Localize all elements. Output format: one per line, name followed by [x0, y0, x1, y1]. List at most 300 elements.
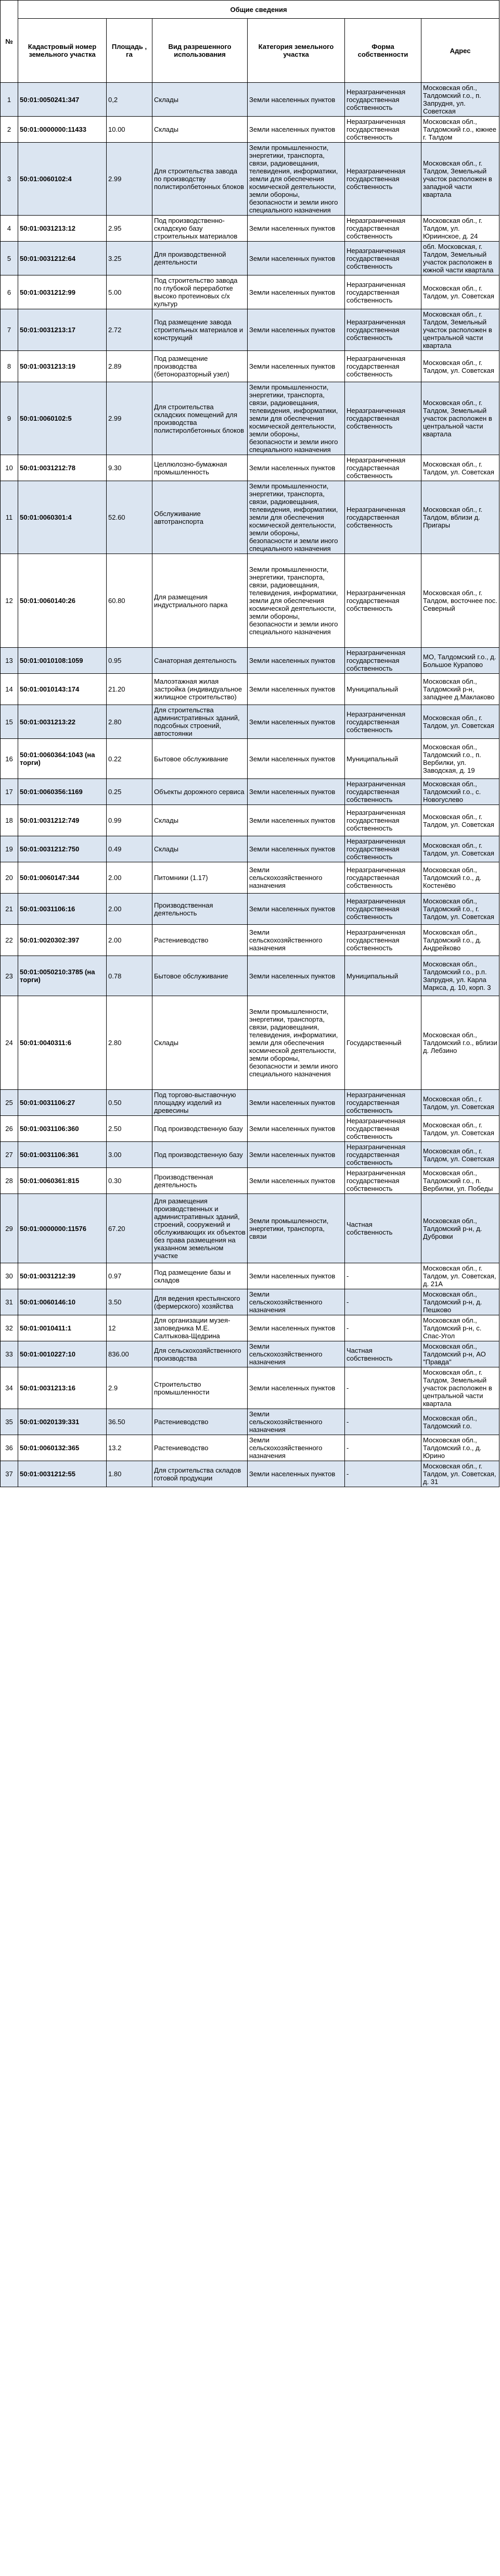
- cell-area: 10.00: [107, 117, 152, 143]
- cell-address: Московская обл., Талдомский г.о., д. Костенёво: [421, 862, 499, 894]
- cell-permitted-use: Бытовое обслуживание: [152, 739, 248, 779]
- cell-cadastral-number: 50:01:0060102:5: [18, 382, 107, 455]
- cell-ownership-form: Частная собственность: [345, 1194, 421, 1263]
- table-row: [1, 481, 499, 554]
- cell-address: Московская обл., Талдомский г.о., вблизи д. Лебзино: [421, 996, 499, 1090]
- cell-ownership-form: -: [345, 1461, 421, 1487]
- cell-address: Московская обл., г. Талдом, ул. Советская, д. 31: [421, 1461, 499, 1487]
- cell-permitted-use: Для сельскохозяйственного производства: [152, 1341, 248, 1367]
- cell-ownership-form: Муниципальный: [345, 674, 421, 705]
- cell-address: обл. Московская, г. Талдом, Земельный участок расположен в южной части квартала: [421, 242, 499, 275]
- cell-ownership-form: -: [345, 1289, 421, 1315]
- cell-area: 13.2: [107, 1435, 152, 1461]
- cell-land-category: Земли населенных пунктов: [248, 836, 345, 862]
- cell-land-category: Земли населенных пунктов: [248, 674, 345, 705]
- table-row: [1, 1367, 499, 1409]
- cell-cadastral-number: 50:01:0010108:1059: [18, 648, 107, 674]
- cell-ownership-form: Неразграниченная государственная собственность: [345, 836, 421, 862]
- cell-cadastral-number: 50:01:0010143:174: [18, 674, 107, 705]
- cell-permitted-use: Склады: [152, 836, 248, 862]
- table-row: [1, 1461, 499, 1487]
- cell-permitted-use: Обслуживание автотранспорта: [152, 481, 248, 554]
- cell-no: 17: [1, 779, 18, 805]
- cell-no: 36: [1, 1435, 18, 1461]
- cell-ownership-form: Государственный: [345, 996, 421, 1090]
- cell-area: 0,2: [107, 83, 152, 117]
- cell-permitted-use: Под размещение производства (бетоноразторный узел): [152, 351, 248, 382]
- cell-land-category: Земли промышленности, энергетики, транспорта, связи, радиовещания, телевидения, информатики, земли для обеспечения космической деятельности, земли обороны, безопасности и земли иного специального назначения: [248, 481, 345, 554]
- cell-area: 1.80: [107, 1461, 152, 1487]
- cell-address: Московская обл., г. Талдом, Земельный участок расположен в центральной части квартала: [421, 309, 499, 351]
- cell-cadastral-number: 50:01:0031212:39: [18, 1263, 107, 1289]
- cell-no: 33: [1, 1341, 18, 1367]
- table-row: [1, 1090, 499, 1116]
- table-row: [1, 554, 499, 648]
- cell-permitted-use: Склады: [152, 117, 248, 143]
- cell-permitted-use: Под производственно-складскую базу строительных материалов: [152, 216, 248, 242]
- cell-address: Московская обл., г. Талдом, ул. Советская: [421, 1142, 499, 1168]
- cell-permitted-use: Склады: [152, 805, 248, 836]
- cell-area: 0.50: [107, 1090, 152, 1116]
- cell-cadastral-number: 50:01:0031106:360: [18, 1116, 107, 1142]
- cell-area: 2.99: [107, 382, 152, 455]
- cell-ownership-form: Неразграниченная государственная собственность: [345, 455, 421, 481]
- table-row: [1, 1409, 499, 1435]
- group-header-general-info: Общие сведения: [18, 1, 499, 19]
- cell-area: 36.50: [107, 1409, 152, 1435]
- cell-land-category: Земли населенных пунктов: [248, 705, 345, 739]
- table-row: [1, 1168, 499, 1194]
- cell-no: 14: [1, 674, 18, 705]
- cell-area: 2.95: [107, 216, 152, 242]
- cell-area: 67.20: [107, 1194, 152, 1263]
- table-row: [1, 455, 499, 481]
- cell-no: 12: [1, 554, 18, 648]
- table-row: [1, 779, 499, 805]
- cell-area: 2.00: [107, 925, 152, 956]
- cell-area: 0.22: [107, 739, 152, 779]
- cell-address: Московская обл., г. Талдом, ул. Советская: [421, 805, 499, 836]
- cell-ownership-form: Неразграниченная государственная собственность: [345, 309, 421, 351]
- cell-address: МО, Талдомский г.о., д. Большое Курапово: [421, 648, 499, 674]
- cell-land-category: Земли сельскохозяйственного назначения: [248, 1435, 345, 1461]
- cell-land-category: Земли промышленности, энергетики, транспорта, связи, радиовещания, телевидения, информатики, земли для обеспечения космической деятельности, земли обороны, безопасности и земли иного специального назначения: [248, 554, 345, 648]
- cell-area: 0.95: [107, 648, 152, 674]
- cell-land-category: Земли населенных пунктов: [248, 1367, 345, 1409]
- cell-cadastral-number: 50:01:0031213:16: [18, 1367, 107, 1409]
- cell-land-category: Земли промышленности, энергетики, транспорта, связи, радиовещания, телевидения, информатики, земли для обеспечения космической деятельности, земли обороны, безопасности и земли иного специального назначения: [248, 382, 345, 455]
- column-header-cadastral: Кадастровый номер земельного участка: [18, 19, 107, 83]
- cell-no: 31: [1, 1289, 18, 1315]
- cell-area: 3.00: [107, 1142, 152, 1168]
- table-row: [1, 275, 499, 309]
- cell-permitted-use: Для строительства складов готовой продукции: [152, 1461, 248, 1487]
- cell-ownership-form: Неразграниченная государственная собственность: [345, 275, 421, 309]
- cell-no: 19: [1, 836, 18, 862]
- cell-area: 2.00: [107, 862, 152, 894]
- cell-area: 2.99: [107, 143, 152, 216]
- cell-permitted-use: Бытовое обслуживание: [152, 956, 248, 996]
- cell-area: 0.25: [107, 779, 152, 805]
- cell-ownership-form: Неразграниченная государственная собственность: [345, 894, 421, 925]
- cell-ownership-form: Неразграниченная государственная собственность: [345, 925, 421, 956]
- cell-permitted-use: Целлюлозно-бумажная промышленность: [152, 455, 248, 481]
- cell-address: Московская обл., г. Талдом, вблизи д. Пригары: [421, 481, 499, 554]
- cell-ownership-form: Неразграниченная государственная собственность: [345, 554, 421, 648]
- cell-address: Московская обл., г. Талдом, Земельный участок расположен в центральной части квартала: [421, 382, 499, 455]
- table-row: [1, 956, 499, 996]
- column-header-usage: Вид разрешенного использования: [152, 19, 248, 83]
- cell-cadastral-number: 50:01:0031106:16: [18, 894, 107, 925]
- cell-address: Московская обл., Талдомский р-н, д. Пешково: [421, 1289, 499, 1315]
- cell-permitted-use: Под размещение базы и складов: [152, 1263, 248, 1289]
- cell-ownership-form: Неразграниченная государственная собственность: [345, 1168, 421, 1194]
- cell-ownership-form: Муниципальный: [345, 739, 421, 779]
- cell-land-category: Земли населенных пунктов: [248, 805, 345, 836]
- cell-area: 2.9: [107, 1367, 152, 1409]
- cell-ownership-form: Муниципальный: [345, 956, 421, 996]
- cell-land-category: Земли населенных пунктов: [248, 351, 345, 382]
- cell-cadastral-number: 50:01:0000000:11576: [18, 1194, 107, 1263]
- cell-land-category: Земли населенных пунктов: [248, 1168, 345, 1194]
- cell-address: Московская обл., г. Талдом, ул. Советская, д. 21А: [421, 1263, 499, 1289]
- cell-area: 0.30: [107, 1168, 152, 1194]
- cell-address: Московская обл., г. Талдом, Земельный участок расположен в западной части квартала: [421, 143, 499, 216]
- cell-permitted-use: Для размещения индустриального парка: [152, 554, 248, 648]
- cell-ownership-form: -: [345, 1409, 421, 1435]
- cell-permitted-use: Производственная деятельность: [152, 1168, 248, 1194]
- cell-land-category: Земли населенных пунктов: [248, 1263, 345, 1289]
- cell-permitted-use: Под строительство завода по глубокой переработке высоко протеиновых с/х культур: [152, 275, 248, 309]
- cell-land-category: Земли населенных пунктов: [248, 117, 345, 143]
- table-row: [1, 83, 499, 117]
- cell-area: 3.50: [107, 1289, 152, 1315]
- table-row: [1, 351, 499, 382]
- cell-no: 11: [1, 481, 18, 554]
- cell-permitted-use: Растениеводство: [152, 1435, 248, 1461]
- cell-permitted-use: Для строительства складских помещений для производства полистиролбетонных блоков: [152, 382, 248, 455]
- cell-area: 2.80: [107, 996, 152, 1090]
- cell-no: 27: [1, 1142, 18, 1168]
- table-row: [1, 862, 499, 894]
- column-header-area: Площадь , га: [107, 19, 152, 83]
- cell-address: Московская обл., г. Талдом, ул. Советская: [421, 275, 499, 309]
- cell-ownership-form: -: [345, 1367, 421, 1409]
- cell-no: 9: [1, 382, 18, 455]
- table-row: [1, 1341, 499, 1367]
- table-row: [1, 242, 499, 275]
- cell-cadastral-number: 50:01:0060301:4: [18, 481, 107, 554]
- cell-permitted-use: Под размещение завода строительных материалов и конструкций: [152, 309, 248, 351]
- cell-land-category: Земли населенных пунктов: [248, 1116, 345, 1142]
- cell-permitted-use: Растениеводство: [152, 925, 248, 956]
- cell-no: 20: [1, 862, 18, 894]
- cell-address: Московская обл., Талдомский р-н, с. Спас-Угол: [421, 1315, 499, 1341]
- cell-no: 3: [1, 143, 18, 216]
- cell-no: 35: [1, 1409, 18, 1435]
- cell-no: 6: [1, 275, 18, 309]
- table-row: [1, 309, 499, 351]
- cell-address: Московская обл., Талдомский г.о., с. Новогуслево: [421, 779, 499, 805]
- table-row: [1, 1142, 499, 1168]
- cell-ownership-form: Неразграниченная государственная собственность: [345, 83, 421, 117]
- table-row: [1, 996, 499, 1090]
- cell-area: 5.00: [107, 275, 152, 309]
- cell-ownership-form: Неразграниченная государственная собственность: [345, 1090, 421, 1116]
- cell-ownership-form: Неразграниченная государственная собственность: [345, 351, 421, 382]
- cell-cadastral-number: 50:01:0050210:3785 (на торги): [18, 956, 107, 996]
- cell-ownership-form: Частная собственность: [345, 1341, 421, 1367]
- cell-cadastral-number: 50:01:0060140:26: [18, 554, 107, 648]
- cell-land-category: Земли населенных пунктов: [248, 455, 345, 481]
- cell-ownership-form: Неразграниченная государственная собственность: [345, 705, 421, 739]
- cell-land-category: Земли сельскохозяйственного назначения: [248, 925, 345, 956]
- cell-cadastral-number: 50:01:0060361:815: [18, 1168, 107, 1194]
- cell-land-category: Земли населенных пунктов: [248, 1142, 345, 1168]
- cell-land-category: Земли населенных пунктов: [248, 83, 345, 117]
- cell-no: 23: [1, 956, 18, 996]
- cell-cadastral-number: 50:01:0060146:10: [18, 1289, 107, 1315]
- cell-address: Московская обл., Талдомский г.о.: [421, 1409, 499, 1435]
- cell-cadastral-number: 50:01:0060102:4: [18, 143, 107, 216]
- cell-area: 2.89: [107, 351, 152, 382]
- cell-cadastral-number: 50:01:0020139:331: [18, 1409, 107, 1435]
- table-row: [1, 117, 499, 143]
- cell-land-category: Земли населенных пунктов: [248, 1315, 345, 1341]
- cell-land-category: Земли сельскохозяйственного назначения: [248, 862, 345, 894]
- cell-land-category: Земли промышленности, энергетики, транспорта, связи: [248, 1194, 345, 1263]
- table-row: [1, 143, 499, 216]
- cell-address: Московская обл., г. Талдом, ул. Советская: [421, 1090, 499, 1116]
- table-body: [1, 83, 499, 1487]
- cell-ownership-form: Неразграниченная государственная собственность: [345, 779, 421, 805]
- cell-permitted-use: Для ведения крестьянского (фермерского) хозяйства: [152, 1289, 248, 1315]
- cell-land-category: Земли населенных пунктов: [248, 216, 345, 242]
- cell-land-category: Земли населенных пунктов: [248, 956, 345, 996]
- cell-no: 26: [1, 1116, 18, 1142]
- cell-cadastral-number: 50:01:0031106:361: [18, 1142, 107, 1168]
- cell-address: Московская обл., г. Талдом, восточнее пос. Северный: [421, 554, 499, 648]
- table-row: [1, 674, 499, 705]
- cell-no: 21: [1, 894, 18, 925]
- cell-cadastral-number: 50:01:0031106:27: [18, 1090, 107, 1116]
- cell-permitted-use: Строительство промышленности: [152, 1367, 248, 1409]
- cell-address: Московская обл., г. Талдом, ул. Юриинское, д. 24: [421, 216, 499, 242]
- cell-land-category: Земли населенных пунктов: [248, 779, 345, 805]
- cell-ownership-form: -: [345, 1263, 421, 1289]
- cell-no: 5: [1, 242, 18, 275]
- cell-no: 22: [1, 925, 18, 956]
- table-row: [1, 216, 499, 242]
- cell-area: 2.80: [107, 705, 152, 739]
- cell-area: 2.50: [107, 1116, 152, 1142]
- cell-cadastral-number: 50:01:0010227:10: [18, 1341, 107, 1367]
- cell-cadastral-number: 50:01:0031213:19: [18, 351, 107, 382]
- cell-permitted-use: Производственная деятельность: [152, 894, 248, 925]
- column-header-category: Категория земельного участка: [248, 19, 345, 83]
- cell-ownership-form: Неразграниченная государственная собственность: [345, 242, 421, 275]
- cell-address: Московская обл., Талдомский р-н, д. Дубровки: [421, 1194, 499, 1263]
- cell-address: Московская обл., Талдомский г.о., п. Запрудня, ул. Советская: [421, 83, 499, 117]
- cell-no: 34: [1, 1367, 18, 1409]
- column-header-address: Адрес: [421, 19, 499, 83]
- cell-cadastral-number: 50:01:0060147:344: [18, 862, 107, 894]
- cell-cadastral-number: 50:01:0060132:365: [18, 1435, 107, 1461]
- cell-area: 0.99: [107, 805, 152, 836]
- table-row: [1, 1289, 499, 1315]
- cell-no: 7: [1, 309, 18, 351]
- cell-ownership-form: Неразграниченная государственная собственность: [345, 382, 421, 455]
- cell-ownership-form: Неразграниченная государственная собственность: [345, 216, 421, 242]
- cell-address: Московская обл., Талдомский г.о., д. Юрино: [421, 1435, 499, 1461]
- cell-ownership-form: Неразграниченная государственная собственность: [345, 143, 421, 216]
- table-row: [1, 739, 499, 779]
- table-row: [1, 1435, 499, 1461]
- column-header-ownership: Форма собственности: [345, 19, 421, 83]
- cell-land-category: Земли сельскохозяйственного назначения: [248, 1341, 345, 1367]
- cell-no: 2: [1, 117, 18, 143]
- cell-no: 18: [1, 805, 18, 836]
- table-row: [1, 648, 499, 674]
- cell-cadastral-number: 50:01:0060356:1169: [18, 779, 107, 805]
- cell-permitted-use: Объекты дорожного сервиса: [152, 779, 248, 805]
- table-row: [1, 1194, 499, 1263]
- table-row: [1, 805, 499, 836]
- table-row: [1, 1116, 499, 1142]
- cell-address: Московская обл., Талдомский г.о., п. Вербилки, ул. Заводская, д. 19: [421, 739, 499, 779]
- cell-no: 32: [1, 1315, 18, 1341]
- cell-permitted-use: Питомники (1.17): [152, 862, 248, 894]
- cell-ownership-form: Неразграниченная государственная собственность: [345, 648, 421, 674]
- cell-permitted-use: Растениеводство: [152, 1409, 248, 1435]
- cell-permitted-use: Для строительства административных зданий, подсобных строений, автостоянки: [152, 705, 248, 739]
- cell-address: Московская обл., Талдомский г.о., п. Вербилки, ул. Победы: [421, 1168, 499, 1194]
- cell-ownership-form: Неразграниченная государственная собственность: [345, 481, 421, 554]
- table-row: [1, 894, 499, 925]
- cell-cadastral-number: 50:01:0031212:750: [18, 836, 107, 862]
- cell-no: 16: [1, 739, 18, 779]
- cell-cadastral-number: 50:01:0031212:749: [18, 805, 107, 836]
- cell-area: 3.25: [107, 242, 152, 275]
- table-row: [1, 1263, 499, 1289]
- cell-no: 24: [1, 996, 18, 1090]
- cell-no: 15: [1, 705, 18, 739]
- cell-cadastral-number: 50:01:0031213:22: [18, 705, 107, 739]
- cell-address: Московская обл., г. Талдом, ул. Советская: [421, 1116, 499, 1142]
- cell-no: 8: [1, 351, 18, 382]
- cell-cadastral-number: 50:01:0031212:99: [18, 275, 107, 309]
- cell-land-category: Земли населенных пунктов: [248, 739, 345, 779]
- cell-permitted-use: Санаторная деятельность: [152, 648, 248, 674]
- cell-ownership-form: -: [345, 1315, 421, 1341]
- cell-area: 2.00: [107, 894, 152, 925]
- cell-land-category: Земли населенных пунктов: [248, 1461, 345, 1487]
- cell-land-category: Земли населенных пунктов: [248, 242, 345, 275]
- cell-land-category: Земли сельскохозяйственного назначения: [248, 1409, 345, 1435]
- cell-permitted-use: Для строительства завода по производству полистиролбетонных блоков: [152, 143, 248, 216]
- cell-address: Московская обл., г. Талдом, ул. Советская: [421, 705, 499, 739]
- cell-area: 9.30: [107, 455, 152, 481]
- cell-area: 60.80: [107, 554, 152, 648]
- cell-cadastral-number: 50:01:0031213:17: [18, 309, 107, 351]
- cell-permitted-use: Под торгово-выставочную площадку изделий из древесины: [152, 1090, 248, 1116]
- cell-land-category: Земли промышленности, энергетики, транспорта, связи, радиовещания, телевидения, информатики, земли для обеспечения космической деятельности, земли обороны, безопасности и земли иного специального назначения: [248, 143, 345, 216]
- cell-address: Московская обл., Талдомский г.о., р.п. Запрудня, ул. Карла Маркса, д. 10, корп. 3: [421, 956, 499, 996]
- cell-address: Московская обл., г. Талдом, ул. Советская: [421, 455, 499, 481]
- cell-area: 0.78: [107, 956, 152, 996]
- cell-area: 0.97: [107, 1263, 152, 1289]
- cell-no: 29: [1, 1194, 18, 1263]
- cell-permitted-use: Под производственную базу: [152, 1116, 248, 1142]
- cell-address: Московская обл., Талдомский р-н, западнее д.Маклаково: [421, 674, 499, 705]
- cell-permitted-use: Для производственной деятельности: [152, 242, 248, 275]
- cell-area: 0.49: [107, 836, 152, 862]
- table-row: [1, 705, 499, 739]
- cell-land-category: Земли промышленности, энергетики, транспорта, связи, радиовещания, телевидения, информатики, земли для обеспечения космической деятельности, земли обороны, безопасности и земли иного специального назначения: [248, 996, 345, 1090]
- cell-cadastral-number: 50:01:0031213:12: [18, 216, 107, 242]
- cell-no: 13: [1, 648, 18, 674]
- cell-cadastral-number: 50:01:0020302:397: [18, 925, 107, 956]
- cell-no: 30: [1, 1263, 18, 1289]
- cell-permitted-use: Склады: [152, 996, 248, 1090]
- cell-land-category: Земли населенных пунктов: [248, 309, 345, 351]
- cell-permitted-use: Для размещения производственных и административных зданий, строений, сооружений и обслуживающих их объектов без права размещения на указанном земельном участке: [152, 1194, 248, 1263]
- cell-ownership-form: -: [345, 1435, 421, 1461]
- cell-land-category: Земли населенных пунктов: [248, 648, 345, 674]
- cell-address: Московская обл., г. Талдом, ул. Советская: [421, 351, 499, 382]
- cell-no: 1: [1, 83, 18, 117]
- cell-area: 52.60: [107, 481, 152, 554]
- table-row: [1, 925, 499, 956]
- cell-cadastral-number: 50:01:0031212:55: [18, 1461, 107, 1487]
- cell-area: 2.72: [107, 309, 152, 351]
- cell-cadastral-number: 50:01:0031212:78: [18, 455, 107, 481]
- cell-no: 10: [1, 455, 18, 481]
- cell-area: 12: [107, 1315, 152, 1341]
- cell-ownership-form: Неразграниченная государственная собственность: [345, 1116, 421, 1142]
- cell-land-category: Земли населенных пунктов: [248, 894, 345, 925]
- cell-address: Московская обл., Талдомский р-н, АО "Правда": [421, 1341, 499, 1367]
- cell-ownership-form: Неразграниченная государственная собственность: [345, 1142, 421, 1168]
- cell-cadastral-number: 50:01:0000000:11433: [18, 117, 107, 143]
- cell-land-category: Земли сельскохозяйственного назначения: [248, 1289, 345, 1315]
- cell-cadastral-number: 50:01:0010411:1: [18, 1315, 107, 1341]
- cell-permitted-use: Под производственную базу: [152, 1142, 248, 1168]
- cell-no: 37: [1, 1461, 18, 1487]
- cell-address: Московская обл., Талдомский г.о., г. Талдом, ул. Советская: [421, 894, 499, 925]
- cell-permitted-use: Малоэтажная жилая застройка (индивидуальное жилищное строительство): [152, 674, 248, 705]
- table-row: [1, 1315, 499, 1341]
- cell-area: 836.00: [107, 1341, 152, 1367]
- cell-permitted-use: Для организации музея-заповедника М.Е. Салтыкова-Щедрина: [152, 1315, 248, 1341]
- cell-no: 4: [1, 216, 18, 242]
- cell-permitted-use: Склады: [152, 83, 248, 117]
- cell-ownership-form: Неразграниченная государственная собственность: [345, 805, 421, 836]
- cell-address: Московская обл., Талдомский г.о., д. Андрейково: [421, 925, 499, 956]
- cell-area: 21.20: [107, 674, 152, 705]
- cell-cadastral-number: 50:01:0050241:347: [18, 83, 107, 117]
- cell-address: Московская обл., Талдомский г.о., южнее г. Талдом: [421, 117, 499, 143]
- cell-land-category: Земли населенных пунктов: [248, 1090, 345, 1116]
- cell-address: Московская обл., г. Талдом, Земельный участок расположен в центральной части квартала: [421, 1367, 499, 1409]
- cell-ownership-form: Неразграниченная государственная собственность: [345, 862, 421, 894]
- cell-no: 25: [1, 1090, 18, 1116]
- cell-cadastral-number: 50:01:0031212:64: [18, 242, 107, 275]
- cell-cadastral-number: 50:01:0060364:1043 (на торги): [18, 739, 107, 779]
- cell-land-category: Земли населенных пунктов: [248, 275, 345, 309]
- cell-cadastral-number: 50:01:0040311:6: [18, 996, 107, 1090]
- table-row: [1, 836, 499, 862]
